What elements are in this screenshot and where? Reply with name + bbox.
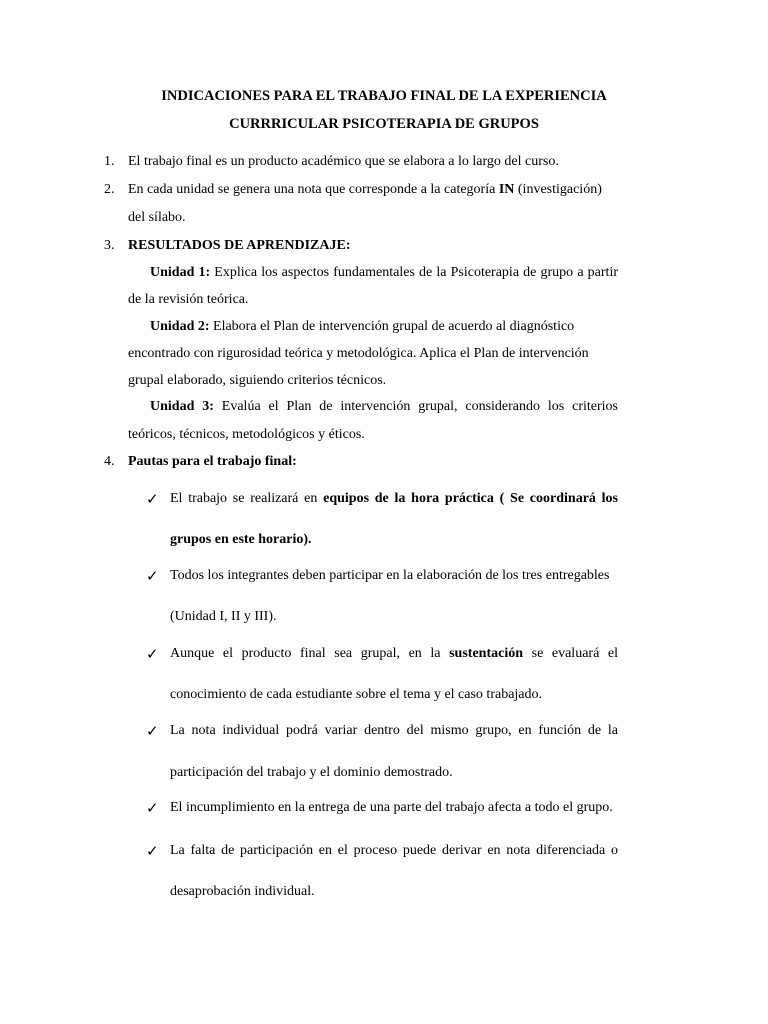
unit-2-line-1 — [150, 318, 618, 336]
unit-3-text: Evalúa el Plan de intervención grupal, considerando los criterios — [213, 399, 618, 414]
checkmark-icon: ✓ — [146, 645, 159, 663]
unit-1-line-1 — [150, 264, 618, 282]
list-number-4: 4. — [104, 454, 115, 469]
unit-3-line-2: teóricos, técnicos, metodológicos y éticos. — [128, 427, 365, 442]
unit-1-text: Explica los aspectos fundamentales de la Psicoterapia de grupo a partir — [210, 265, 618, 280]
document-title-line-2: CURRRICULAR PSICOTERAPIA DE GRUPOS — [229, 116, 539, 132]
list-item-2-bold: IN — [498, 182, 515, 197]
bullet-3-bold: sustentación — [449, 646, 524, 661]
bullet-1-bold-line-2: grupos en este horario). — [170, 532, 312, 547]
section-heading-pautas — [128, 453, 618, 471]
bullet-3-line-1 — [170, 645, 618, 663]
list-item-1-text: El trabajo final es un producto académico que se elabora a lo largo del curso. — [128, 154, 559, 169]
checkmark-icon: ✓ — [146, 842, 159, 860]
list-number-2: 2. — [104, 182, 115, 197]
unit-2-line-3: grupal elaborado, siguiendo criterios técnicos. — [128, 373, 387, 388]
unit-2-label: Unidad 2: — [150, 319, 210, 334]
list-item-2-line-2: del sílabo. — [128, 210, 186, 225]
checkmark-icon: ✓ — [146, 490, 159, 508]
section-heading-text: RESULTADOS DE APRENDIZAJE: — [128, 238, 351, 253]
unit-3-label: Unidad 3: — [150, 399, 214, 414]
bullet-1-bold: equipos de la hora práctica ( Se coordinará los — [323, 491, 618, 506]
bullet-3-text-after: se evaluará el — [523, 646, 618, 661]
checkmark-icon: ✓ — [146, 722, 159, 740]
section-heading-text: Pautas para el trabajo final: — [128, 454, 297, 469]
bullet-1-text: El trabajo se realizará en — [170, 491, 324, 506]
bullet-3-line-2: conocimiento de cada estudiante sobre el tema y el caso trabajado. — [170, 687, 543, 702]
bullet-5-line-1: El incumplimiento en la entrega de una parte del trabajo afecta a todo el grupo. — [170, 800, 613, 815]
bullet-1-line-1 — [170, 490, 618, 508]
list-item-2-text-after: (investigación) — [514, 182, 602, 197]
unit-2-text: Elabora el Plan de intervención grupal de acuerdo al diagnóstico — [209, 319, 575, 334]
checkmark-icon: ✓ — [146, 567, 159, 585]
bullet-2-line-1: Todos los integrantes deben participar en la elaboración de los tres entregables — [170, 568, 610, 583]
bullet-2-line-2: (Unidad I, II y III). — [170, 609, 277, 624]
unit-1-label: Unidad 1: — [150, 265, 211, 280]
unit-3-line-1 — [150, 398, 618, 416]
unit-2-line-2: encontrado con rigurosidad teórica y metodológica. Aplica el Plan de intervención — [128, 346, 589, 361]
section-heading-resultados — [128, 237, 618, 255]
list-number-3: 3. — [104, 238, 115, 253]
bullet-1-line-2 — [170, 531, 618, 549]
checkmark-icon: ✓ — [146, 799, 159, 817]
bullet-4-line-2: participación del trabajo y el dominio demostrado. — [170, 765, 453, 780]
document-title-line-1: INDICACIONES PARA EL TRABAJO FINAL DE LA EXPERIENCIA — [161, 88, 607, 104]
bullet-4-line-1: La nota individual podrá variar dentro del mismo grupo, en función de la — [170, 723, 618, 738]
bullet-6-line-2: desaprobación individual. — [170, 884, 315, 899]
list-item-2-line-1 — [128, 181, 618, 199]
list-number-1: 1. — [104, 154, 115, 169]
bullet-3-text: Aunque el producto final sea grupal, en la — [170, 646, 450, 661]
bullet-6-line-1: La falta de participación en el proceso puede derivar en nota diferenciada o — [170, 843, 618, 858]
unit-1-line-2: de la revisión teórica. — [128, 292, 249, 307]
list-item-2-text: En cada unidad se genera una nota que corresponde a la categoría — [128, 182, 499, 197]
